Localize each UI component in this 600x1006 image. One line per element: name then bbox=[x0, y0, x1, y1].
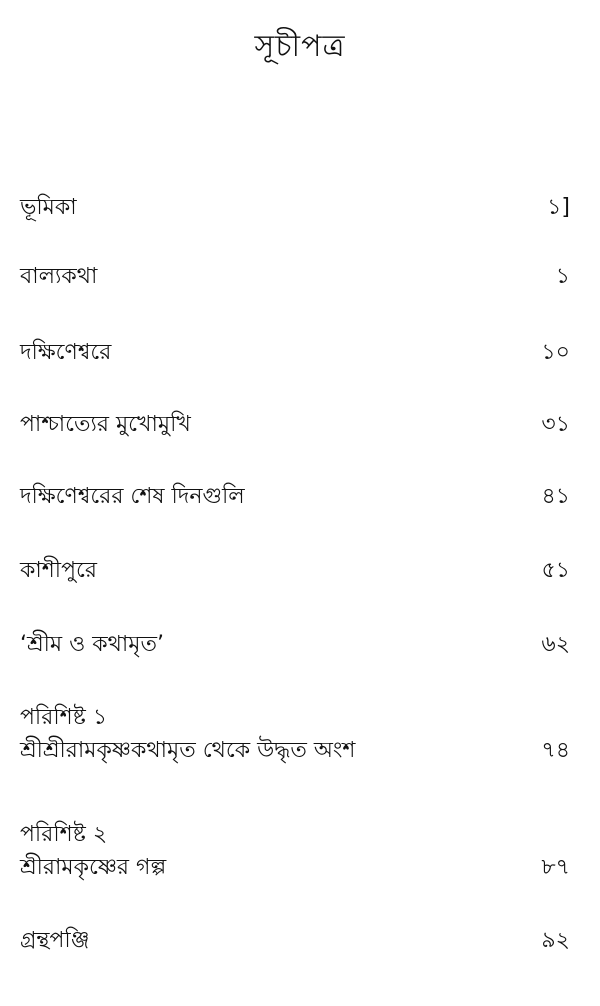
toc-entry-page: ৯২ bbox=[541, 928, 570, 953]
toc-entry-title: বাল্যকথা bbox=[20, 264, 98, 289]
toc-entry-label: পরিশিষ্ট ১ bbox=[20, 705, 108, 730]
toc-entry-kashipure[interactable] bbox=[20, 556, 580, 636]
toc-entry-page: ১ bbox=[555, 264, 570, 289]
toc-entry-page: ৩১ bbox=[541, 412, 570, 437]
toc-entry-title: শ্রীরামকৃষ্ণের গল্প bbox=[20, 855, 167, 880]
toc-entry-bhumika[interactable] bbox=[20, 193, 580, 273]
toc-entry-title: দক্ষিণেশ্বরের শেষ দিনগুলি bbox=[20, 484, 245, 509]
toc-entry-balyakatha[interactable] bbox=[20, 262, 580, 342]
toc-entry-title: পাশ্চাত্যের মুখোমুখি bbox=[20, 412, 191, 437]
toc-entry-title: গ্রন্থপঞ্জি bbox=[20, 928, 90, 953]
page-title: সূচীপত্র bbox=[254, 29, 346, 64]
toc-entry-page: ১০ bbox=[541, 340, 570, 365]
toc-entry-page: ৭৪ bbox=[541, 738, 570, 763]
toc-entry-label: পরিশিষ্ট ২ bbox=[20, 822, 108, 847]
toc-entry-title: ‘শ্রীম ও কথামৃত’ bbox=[20, 632, 165, 657]
toc-entry-granthapanji[interactable] bbox=[20, 926, 580, 1006]
toc-entry-shrim-kathamrita[interactable] bbox=[20, 630, 580, 710]
toc-entry-paschatya[interactable] bbox=[20, 410, 580, 490]
toc-entry-dakshineshware[interactable] bbox=[20, 338, 580, 418]
toc-entry-shesh-dingulo[interactable] bbox=[20, 482, 580, 562]
toc-entry-appendix-2[interactable] bbox=[20, 820, 580, 900]
toc-entry-page: ৪১ bbox=[541, 484, 570, 509]
toc-entry-title: ভূমিকা bbox=[20, 195, 77, 220]
toc-entry-page: ৬২ bbox=[541, 632, 570, 657]
toc-entry-title: কাশীপুরে bbox=[20, 558, 97, 583]
toc-entry-page: ৫১ bbox=[541, 558, 570, 583]
toc-entry-appendix-1[interactable] bbox=[20, 703, 580, 783]
toc-entry-title: দক্ষিণেশ্বরে bbox=[20, 340, 112, 365]
toc-entry-page: ৮৭ bbox=[541, 855, 570, 880]
toc-entry-title: শ্রীশ্রীরামকৃষ্ণকথামৃত থেকে উদ্ধৃত অংশ bbox=[20, 738, 356, 763]
toc-entry-page: ১] bbox=[547, 195, 570, 220]
